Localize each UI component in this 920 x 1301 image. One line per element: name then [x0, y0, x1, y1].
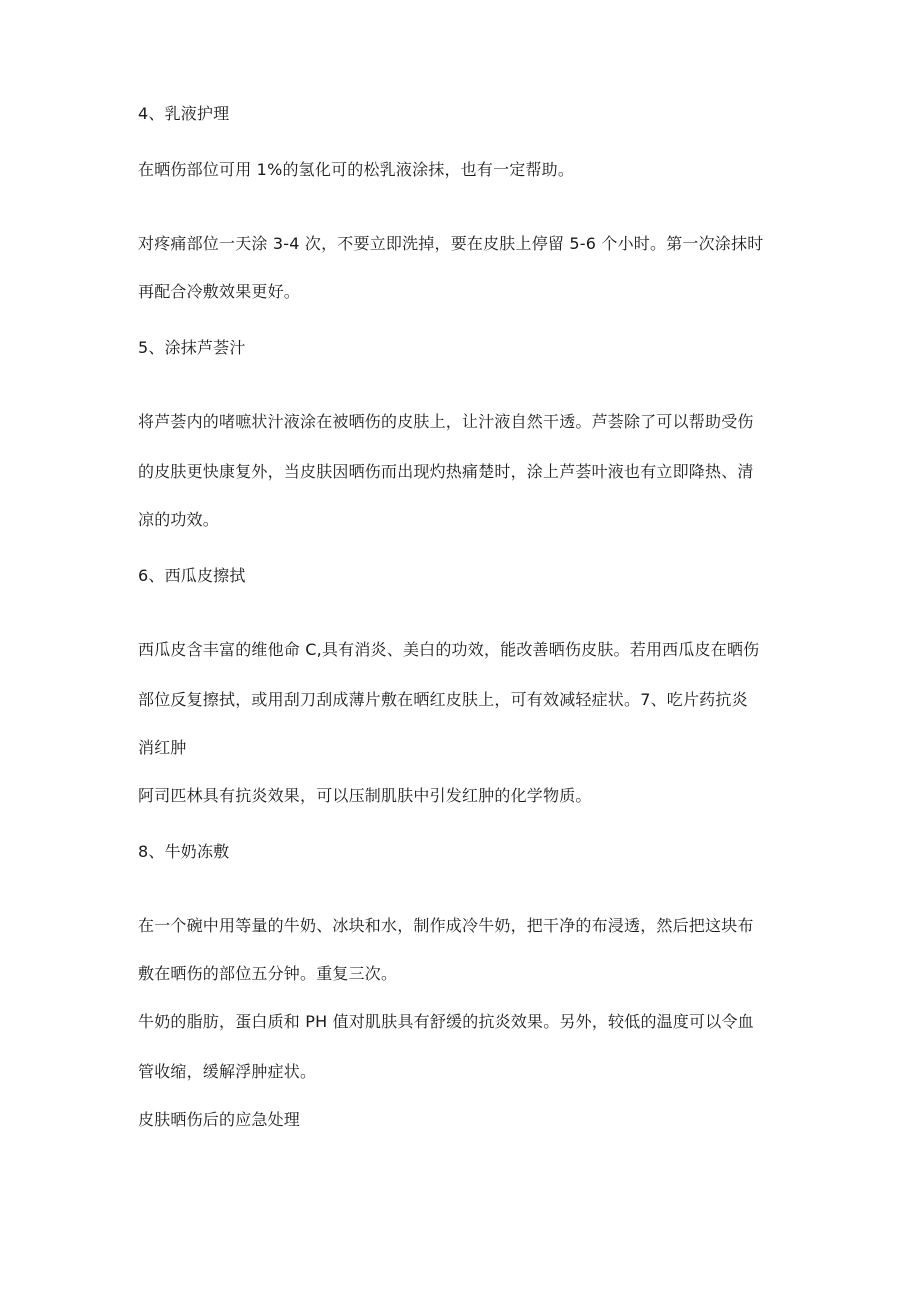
paragraph-line: 部位反复擦拭，或用刮刀刮成薄片敷在晒红皮肤上，可有效减轻症状。7、吃片药抗炎: [138, 690, 748, 709]
paragraph-line: 牛奶的脂肪，蛋白质和 PH 值对肌肤具有舒缓的抗炎效果。另外，较低的温度可以令血: [138, 1012, 754, 1031]
paragraph-line: 再配合冷敷效果更好。: [138, 282, 301, 301]
paragraph-line: 敷在晒伤的部位五分钟。重复三次。: [138, 964, 398, 983]
paragraph-line: 消红肿: [138, 738, 187, 757]
heading-milk-compress: 8、牛奶冻敷: [138, 842, 230, 861]
heading-emergency-care: 皮肤晒伤后的应急处理: [138, 1110, 301, 1129]
paragraph-line: 的皮肤更快康复外，当皮肤因晒伤而出现灼热痛楚时，涂上芦荟叶液也有立即降热、清: [138, 462, 754, 481]
paragraph-line: 管收缩，缓解浮肿症状。: [138, 1062, 317, 1081]
heading-aloe-juice: 5、涂抹芦荟汁: [138, 338, 246, 357]
paragraph-line: 西瓜皮含丰富的维他命 C,具有消炎、美白的功效，能改善晒伤皮肤。若用西瓜皮在晒伤: [138, 640, 760, 659]
paragraph-line: 凉的功效。: [138, 510, 220, 529]
paragraph-line: 将芦荟内的啫嗻状汁液涂在被晒伤的皮肤上，让汁液自然干透。芦荟除了可以帮助受伤: [138, 412, 754, 431]
heading-watermelon-rind: 6、西瓜皮擦拭: [138, 566, 246, 585]
paragraph-line: 在晒伤部位可用 1%的氢化可的松乳液涂抹，也有一定帮助。: [138, 160, 575, 179]
heading-lotion-care: 4、乳液护理: [138, 104, 230, 123]
paragraph-line: 在一个碗中用等量的牛奶、冰块和水，制作成冷牛奶，把干净的布浸透，然后把这块布: [138, 916, 754, 935]
paragraph-line: 对疼痛部位一天涂 3-4 次，不要立即洗掉，要在皮肤上停留 5-6 个小时。第一次涂抹时: [138, 234, 764, 253]
paragraph-line: 阿司匹林具有抗炎效果，可以压制肌肤中引发红肿的化学物质。: [138, 786, 592, 805]
